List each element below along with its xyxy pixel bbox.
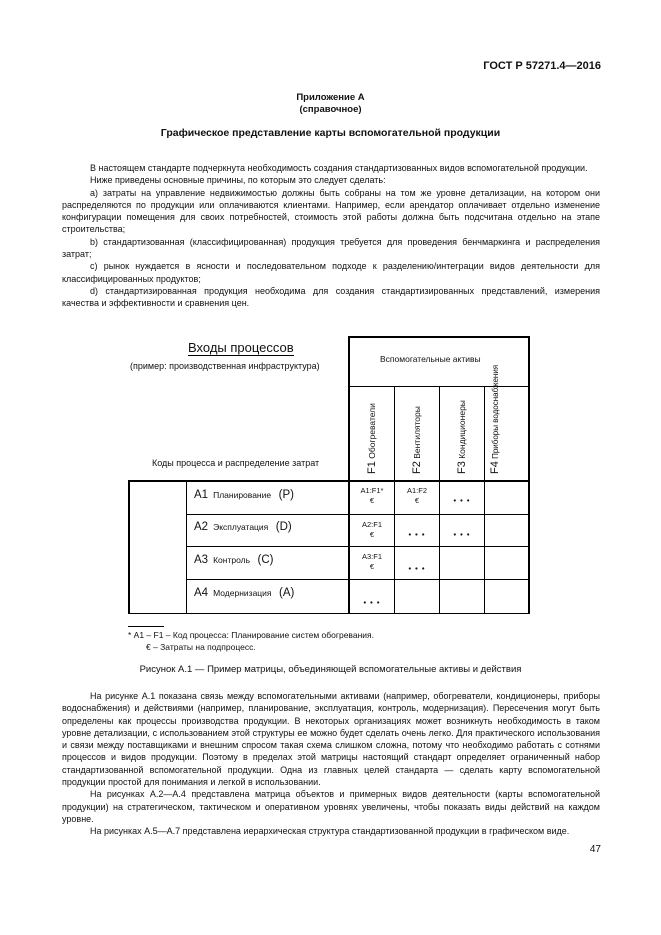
column-header-f2	[411, 406, 423, 474]
row-code: A2	[194, 521, 209, 533]
codes-label: Коды процесса и распределение затрат	[152, 458, 320, 468]
column-header-f4	[490, 364, 501, 474]
column-header-f3	[456, 400, 468, 474]
inputs-example: (пример: производственная инфраструктура)	[130, 361, 320, 371]
page-number: 47	[589, 844, 601, 855]
row-name: Модернизация	[213, 588, 272, 598]
assets-header: Вспомогательные активы	[380, 354, 481, 364]
body-paragraph: На рисунке А.1 показана связь между вспомогательными активами (например, обогреватели, кондиционеры, приборы водоснабжения) и действиями (например, планирование, эксплуатация, контроль, модернизация). Пересечения могут быть определены как процессы производства продукции. В некоторых организациях может возникнуть необходимость в таком уровне детализации, с использованием этой структуры ее можно будет сделать очень легко. Для практического использования и связи между поставщиками и внешним спросом такая схема слишком сложна, потому что необходимо работать с сотнями процессов и видов продукции. Поэтому в пределах этой матрицы настоящий стандарт определяет ограниченный набор стандартизованной вспомогательной продукции. Одна из главных целей стандарта — сделать карту вспомогательной продукции простой для понимания и легкой в использовании.	[62, 691, 600, 788]
row-a2	[194, 521, 292, 533]
row-letter: (A)	[279, 587, 295, 599]
footnote-rule	[128, 626, 164, 627]
column-code: F4	[489, 461, 501, 474]
intro-paragraph: Ниже приведены основные причины, по которым это следует сделать:	[90, 175, 386, 186]
row-name: Эксплуатация	[213, 522, 269, 532]
column-name: Приборы водоснабжения	[491, 364, 500, 459]
row-code: A3	[194, 554, 209, 566]
matrix-cell: • • •	[453, 530, 471, 539]
matrix-cell: • • •	[408, 530, 426, 539]
column-code: F1	[366, 461, 378, 474]
document-code: ГОСТ Р 57271.4—2016	[483, 60, 601, 72]
matrix-cell: • • •	[363, 598, 381, 607]
row-code: A1	[194, 489, 209, 501]
figure-caption: Рисунок А.1 — Пример матрицы, объединяющей вспомогательные активы и действия	[139, 664, 522, 675]
inputs-title-text: Входы процессов	[188, 340, 294, 355]
column-name: Обогреватели	[367, 403, 377, 459]
matrix-cell: • • •	[408, 564, 426, 573]
row-a1	[194, 489, 294, 501]
body-paragraph: На рисунках А.2—А.4 представлена матрица объектов и примерных видов деятельности (карты вспомогательной продукции) на стратегическом, тактическом и оперативном уровнях увеличены, чтобы показать виды действий на каждом уровне.	[62, 789, 600, 824]
matrix-cell: A1:F1* €	[360, 486, 384, 505]
matrix-cell: • • •	[453, 496, 471, 505]
process-matrix-figure	[128, 336, 530, 614]
column-header-f1	[366, 403, 378, 474]
row-a4	[194, 587, 294, 599]
annex-type: (справочное)	[299, 104, 362, 115]
intro-paragraph: а) затраты на управление недвижимостью должны быть собраны на том же уровне детализации, на котором они распределяются по продукции или оплачиваются клиентами. Например, если арендатор оплачивает отдельно изменение конфигурации помещения для своих потребностей, стоимость этой работы должна быть подсчитана отдельно на этапе строительства;	[62, 187, 600, 235]
row-letter: (P)	[278, 489, 294, 501]
matrix-cell: A3:F1 €	[361, 552, 382, 571]
column-code: F2	[411, 461, 423, 474]
column-name: Вентиляторы	[412, 406, 422, 459]
matrix-cell: A1:F2 €	[406, 486, 427, 505]
intro-paragraph: В настоящем стандарте подчеркнута необходимость создания стандартизованных видов вспомогательной продукции.	[90, 163, 588, 173]
row-name: Планирование	[213, 490, 272, 500]
intro-paragraph: b) стандартизованная (классифицированная) продукция требуется для проведения бенчмаркинга и распределения затрат;	[62, 236, 600, 260]
intro-paragraph: d) стандартизированная продукция необходима для создания стандартизированных представлений, измерения качества и эффективности и сравнения цен.	[62, 285, 600, 309]
matrix-cell: A2:F1 €	[361, 520, 382, 539]
column-name: Кондиционеры	[457, 400, 467, 459]
row-code: A4	[194, 587, 209, 599]
row-name: Контроль	[213, 555, 251, 565]
body-paragraph: На рисунках А.5—А.7 представлена иерархическая структура стандартизованной продукции в графическом виде.	[90, 826, 570, 837]
inputs-title	[188, 340, 294, 355]
section-title: Графическое представление карты вспомогательной продукции	[160, 127, 501, 139]
body-text	[62, 690, 600, 838]
footnote-1: * А1 – F1 – Код процесса: Планирование систем обогревания.	[128, 630, 374, 640]
row-a3	[194, 554, 274, 566]
row-letter: (C)	[257, 554, 274, 566]
intro-text	[62, 162, 600, 310]
intro-paragraph: c) рынок нуждается в ясности и последовательном подходе к разделению/интеграции видов деятельности для классифицированных продуктов;	[62, 261, 600, 284]
footnote-2: € – Затраты на подпроцесс.	[146, 642, 256, 652]
column-code: F3	[456, 461, 468, 474]
row-letter: (D)	[275, 521, 292, 533]
annex-title: Приложение А	[296, 92, 365, 103]
